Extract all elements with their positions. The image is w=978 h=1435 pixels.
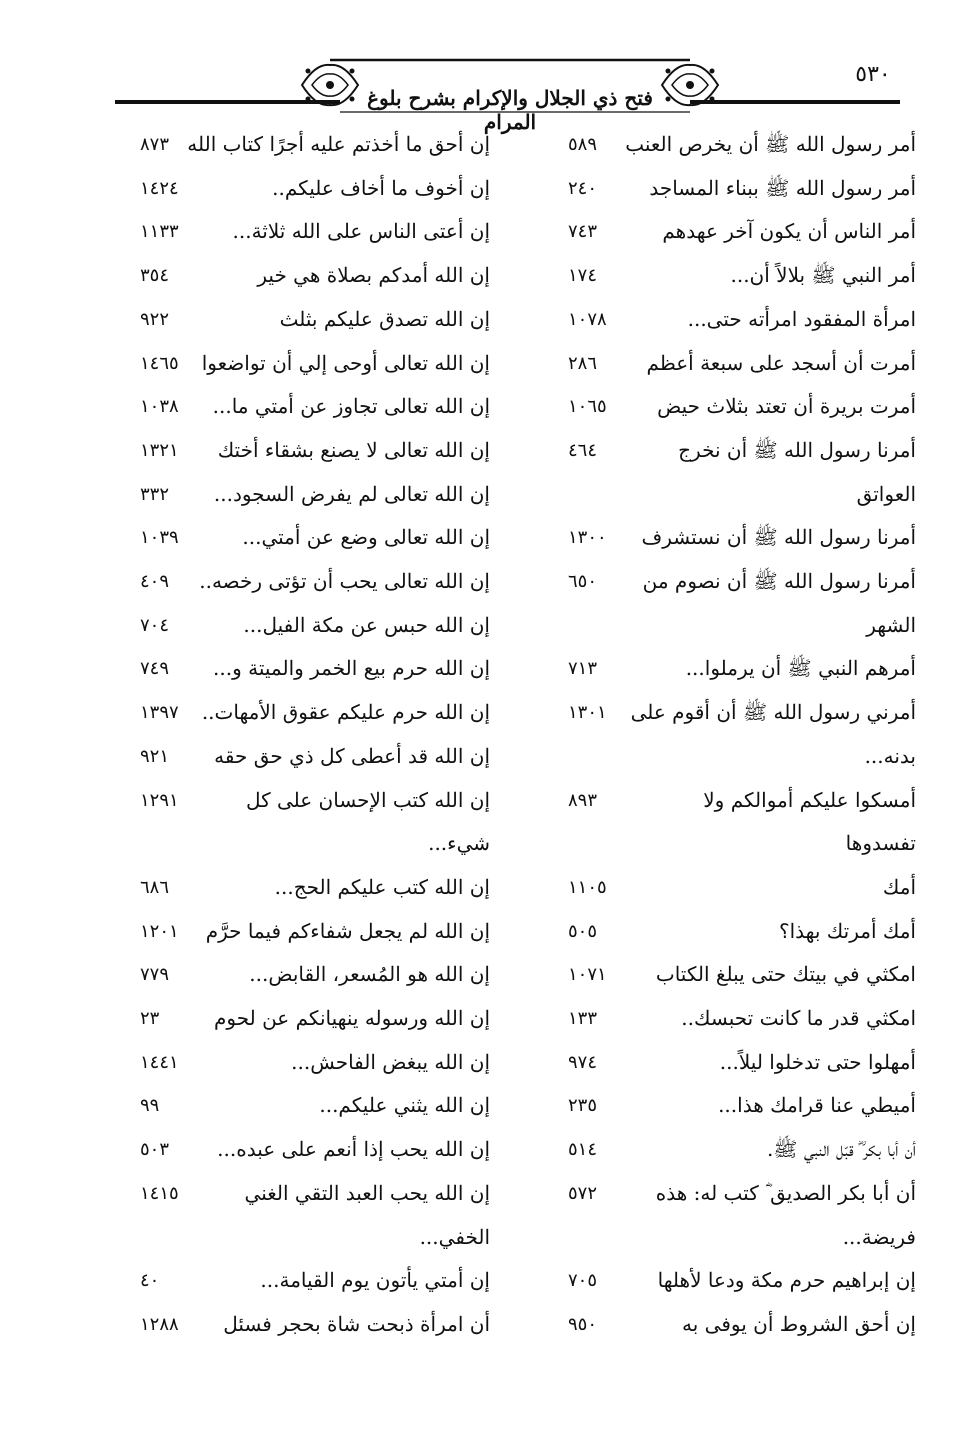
index-entry	[0, 831, 978, 871]
entry-text: إن الله هو المُسعر، القابض...	[249, 962, 490, 987]
entry-page-number: ١٣٣	[568, 1008, 598, 1029]
index-entry	[0, 1268, 978, 1308]
entry-text: أمرت بريرة أن تعتد بثلاث حيض	[657, 394, 916, 419]
index-entry	[0, 176, 978, 216]
entry-text: أمر الناس أن يكون آخر عهدهم	[662, 219, 916, 244]
entry-text: أمسكوا عليكم أموالكم ولا	[703, 787, 916, 812]
entry-text: امرأة المفقود امرأته حتى...	[687, 306, 916, 331]
entry-page-number: ١٣٠٠	[568, 527, 607, 549]
index-entry	[0, 1050, 978, 1090]
entry-text: إن الله تعالى لم يفرض السجود...	[213, 481, 490, 506]
entry-page-number: ٣٥٤	[140, 265, 170, 287]
entry-page-number: ١٠٦٥	[568, 396, 607, 418]
entry-text: أمرهم النبي ﷺ أن يرملوا...	[685, 656, 916, 681]
entry-text: إن الله حبس عن مكة الفيل...	[243, 612, 490, 637]
entry-text: أميطي عنا قرامك هذا...	[718, 1093, 916, 1118]
index-entry	[0, 394, 978, 434]
entry-page-number: ٧٧٩	[140, 964, 170, 986]
entry-page-number: ٣٣٢	[140, 483, 170, 505]
entry-page-number: ١٠٧٨	[568, 308, 607, 330]
entry-text: إن الله قد أعطى كل ذي حق حقه	[214, 743, 490, 768]
entry-text: إن الله كتب الإحسان على كل	[245, 787, 490, 812]
index-entry	[0, 525, 978, 565]
entry-text: إن الله تعالى وضع عن أمتي...	[242, 525, 490, 550]
index-entry	[0, 656, 978, 696]
entry-page-number: ١٠٣٩	[140, 527, 179, 549]
entry-page-number: ٤٠	[140, 1270, 160, 1292]
entry-page-number: ١٤٢٤	[140, 177, 179, 199]
entry-text: إن أمتي يأتون يوم القيامة...	[260, 1268, 490, 1293]
entry-text: أمهلوا حتى تدخلوا ليلاً...	[719, 1049, 916, 1074]
entry-text: أن أبا بكر ؓ قبّل النبي ﷺ.	[766, 1137, 916, 1162]
index-entry	[0, 1137, 978, 1177]
entry-text: أمك	[882, 874, 916, 899]
index-entry	[0, 569, 978, 609]
entry-text: أمر النبي ﷺ بلالاً أن...	[730, 263, 916, 288]
entry-page-number: ٥١٤	[568, 1139, 598, 1161]
entry-page-number: ١٢٠١	[140, 920, 179, 942]
entry-text: أمرني رسول الله ﷺ أن أقوم على	[630, 700, 916, 725]
page-number: ٥٣٠	[855, 62, 891, 87]
entry-text: أن أبا بكر الصديق ؓ كتب له: هذه	[655, 1180, 916, 1205]
entry-page-number: ٧٤٩	[140, 658, 170, 680]
entry-text: أمر رسول الله ﷺ ببناء المساجد	[649, 175, 916, 200]
entry-text: إن الله أمدكم بصلاة هي خير	[257, 263, 490, 288]
entry-text: الشهر	[866, 612, 916, 637]
entry-page-number: ٦٥٠	[568, 571, 598, 592]
entry-text: إن أحق ما أخذتم عليه أجرًا كتاب الله	[187, 132, 490, 156]
entry-page-number: ٥٧٢	[568, 1182, 598, 1204]
entry-page-number: ٤٠٩	[140, 571, 170, 592]
entry-page-number: ٩٩	[140, 1095, 160, 1117]
entry-page-number: ١٢٨٨	[140, 1313, 179, 1335]
entry-page-number: ١٤١٥	[140, 1182, 179, 1204]
entry-text: إن الله تصدق عليكم بثلث	[279, 306, 490, 331]
entry-page-number: ٨٩٣	[568, 789, 598, 811]
entry-text: إن الله يثني عليكم...	[319, 1093, 490, 1118]
index-entry	[0, 919, 978, 959]
entry-text: بدنه...	[864, 743, 916, 768]
entry-page-number: ٦٨٦	[140, 876, 170, 898]
entry-text: إن الله يحب إذا أنعم على عبده...	[217, 1137, 490, 1162]
right-medallion-icon	[662, 65, 718, 105]
entry-page-number: ١٢٩١	[140, 789, 179, 811]
entry-text: العواتق	[856, 481, 916, 506]
entry-page-number: ١٣٩٧	[140, 702, 179, 724]
index-entry	[0, 263, 978, 303]
entry-text: إن الله تعالى لا يصنع بشقاء أختك	[217, 437, 490, 462]
entry-text: أمرنا رسول الله ﷺ أن نصوم من	[642, 569, 916, 593]
entry-text: إن الله كتب عليكم الحج...	[274, 874, 490, 899]
entry-text: إن أحق الشروط أن يوفى به	[682, 1311, 916, 1336]
entry-page-number: ٢٣	[140, 1008, 160, 1029]
entry-text: إن الله تعالى يحب أن تؤتى رخصه..	[199, 569, 490, 593]
index-entry	[0, 132, 978, 172]
index-entry	[0, 962, 978, 1002]
entry-page-number: ٤٦٤	[568, 439, 598, 461]
entry-text: أن امرأة ذبحت شاة بحجر فسئل	[223, 1311, 490, 1336]
entry-text: تفسدوها	[845, 831, 916, 856]
entry-page-number: ٩٢١	[140, 745, 170, 767]
entry-page-number: ١٣٢١	[140, 439, 179, 461]
index-entry	[0, 1006, 978, 1046]
entry-page-number: ٥٠٣	[140, 1139, 170, 1161]
index-entry	[0, 1093, 978, 1133]
entry-page-number: ٢٤٠	[568, 177, 598, 199]
index-entry	[0, 351, 978, 391]
entry-text: إن الله تعالى أوحى إلي أن تواضعوا	[201, 350, 490, 375]
entry-page-number: ٩٧٤	[568, 1051, 598, 1073]
index-entry	[0, 1312, 978, 1352]
entry-page-number: ٥٠٥	[568, 920, 598, 942]
entry-page-number: ١٣٠١	[568, 702, 607, 724]
page-header	[0, 0, 978, 134]
index-entry	[0, 1181, 978, 1221]
entry-text: شيء...	[428, 831, 490, 856]
entry-page-number: ٧٠٤	[140, 614, 170, 636]
entry-page-number: ٢٨٦	[568, 352, 598, 374]
entry-text: أمر رسول الله ﷺ أن يخرص العنب	[625, 132, 916, 156]
index-entry	[0, 438, 978, 478]
entry-text: أمرنا رسول الله ﷺ أن نخرج	[678, 437, 916, 462]
entry-page-number: ٩٥٠	[568, 1313, 598, 1335]
entry-page-number: ١٤٦٥	[140, 352, 179, 374]
entry-page-number: ٢٣٥	[568, 1095, 598, 1117]
entry-page-number: ١١٣٣	[140, 221, 179, 243]
entry-text: فريضة...	[842, 1224, 916, 1249]
entry-text: إن الله يحب العبد التقي الغني	[244, 1180, 490, 1205]
index-entry	[0, 744, 978, 784]
running-title: فتح ذي الجلال والإكرام بشرح بلوغ المرام	[367, 86, 653, 134]
entry-text: إن الله تعالى تجاوز عن أمتي ما...	[212, 394, 490, 419]
index-entry	[0, 219, 978, 259]
entry-page-number: ٩٢٢	[140, 308, 170, 330]
entry-page-number: ١٧٤	[568, 265, 598, 287]
entry-text: أمك أمرتك بهذا؟	[778, 918, 916, 943]
entry-text: أمرت أن أسجد على سبعة أعظم	[646, 350, 916, 375]
entry-page-number: ٥٨٩	[568, 134, 598, 155]
entry-text: إن الله ورسوله ينهيانكم عن لحوم	[214, 1006, 490, 1030]
index-entry	[0, 482, 978, 522]
entry-text: امكثي في بيتك حتى يبلغ الكتاب	[655, 962, 916, 987]
entry-text: أمرنا رسول الله ﷺ أن نستشرف	[641, 525, 916, 550]
index-entry	[0, 788, 978, 828]
entry-text: امكثي قدر ما كانت تحبسك..	[681, 1006, 916, 1030]
entry-page-number: ٧٤٣	[568, 221, 598, 243]
index-entry	[0, 307, 978, 347]
entry-page-number: ١٠٧١	[568, 964, 607, 986]
index-entry	[0, 700, 978, 740]
index-entry	[0, 875, 978, 915]
entry-page-number: ١١٠٥	[568, 876, 607, 898]
entry-text: إن الله يبغض الفاحش...	[291, 1049, 490, 1074]
entry-text: إن الله لم يجعل شفاءكم فيما حرَّم	[205, 918, 490, 943]
index-entry	[0, 1225, 978, 1265]
index-entry	[0, 613, 978, 653]
entry-page-number: ٧٠٥	[568, 1270, 598, 1292]
entry-page-number: ٨٧٣	[140, 134, 170, 155]
entry-text: الخفي...	[419, 1224, 490, 1249]
entry-text: إن الله حرم عليكم عقوق الأمهات..	[201, 700, 490, 725]
entry-page-number: ٧١٣	[568, 658, 598, 680]
entry-page-number: ١٠٣٨	[140, 396, 179, 418]
entry-text: إن الله حرم بيع الخمر والميتة و...	[213, 656, 490, 681]
entry-text: إن أعتى الناس على الله ثلاثة...	[232, 219, 490, 244]
entry-text: إن إبراهيم حرم مكة ودعا لأهلها	[657, 1268, 916, 1293]
entry-text: إن أخوف ما أخاف عليكم..	[272, 175, 490, 200]
entry-page-number: ١٤٤١	[140, 1051, 179, 1073]
